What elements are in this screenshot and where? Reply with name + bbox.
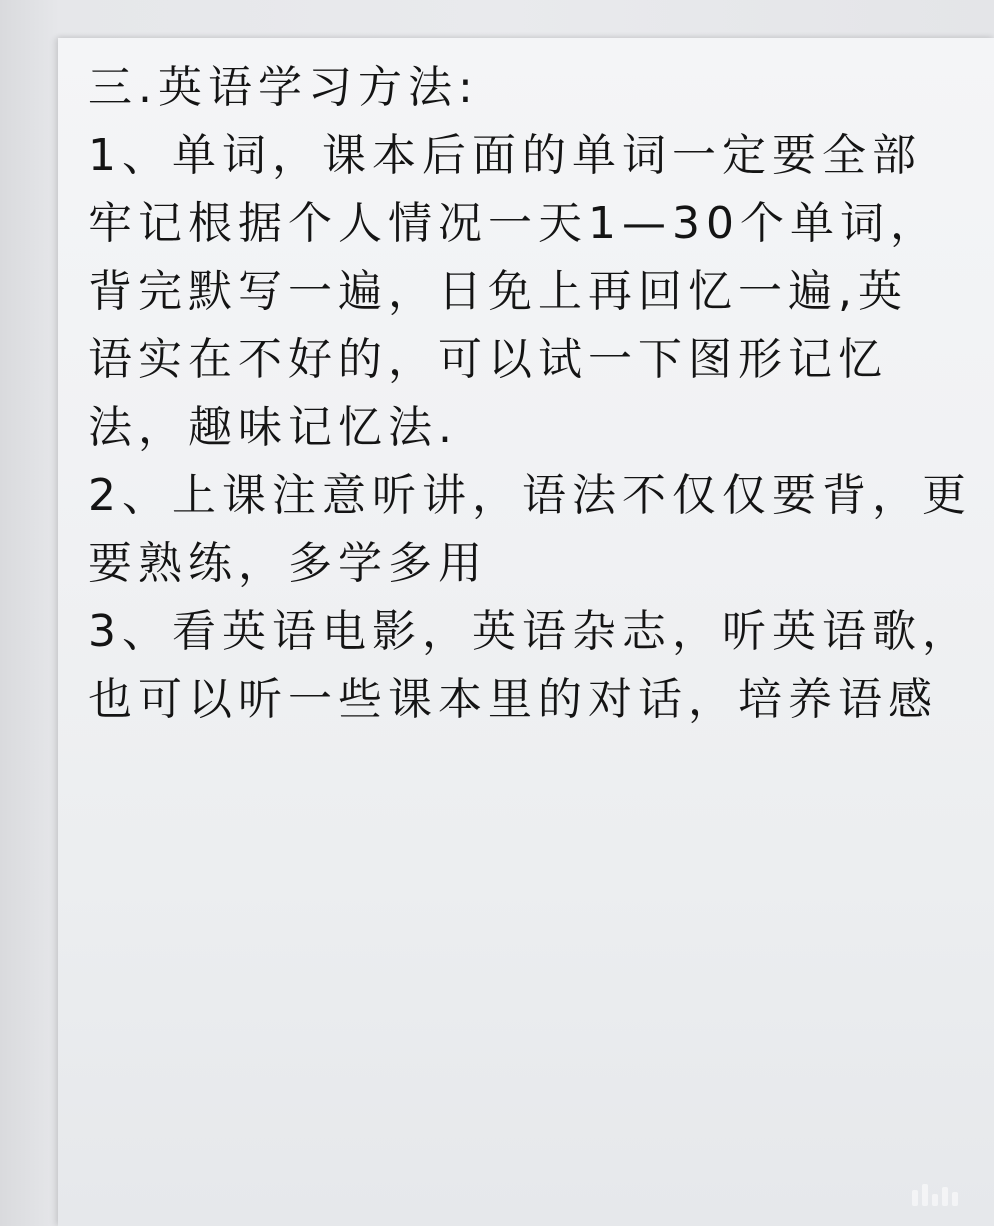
note-line: 语实在不好的，可以试一下图形记忆 xyxy=(88,334,888,385)
handwritten-note xyxy=(88,54,988,734)
logo-bar xyxy=(932,1194,938,1206)
logo-bar xyxy=(952,1192,958,1206)
note-line: 法，趣味记忆法. xyxy=(88,402,458,453)
note-line: 也可以听一些课本里的对话，培养语感 xyxy=(88,674,938,725)
note-line: 3、看英语电影，英语杂志，听英语歌， xyxy=(88,606,972,657)
note-line: 1、单词，课本后面的单词一定要全部 xyxy=(88,130,922,181)
note-heading: 三.英语学习方法: xyxy=(88,62,479,113)
platform-logo-icon xyxy=(912,1184,970,1206)
logo-bar xyxy=(922,1184,928,1206)
note-line: 牢记根据个人情况一天1—30个单词， xyxy=(88,198,940,249)
logo-bar xyxy=(942,1187,948,1206)
logo-bar xyxy=(912,1190,918,1206)
note-line: 要熟练，多学多用 xyxy=(88,538,488,589)
note-line: 背完默写一遍，日免上再回忆一遍,英 xyxy=(88,266,908,317)
note-line: 2、上课注意听讲，语法不仅仅要背，更 xyxy=(88,470,972,521)
